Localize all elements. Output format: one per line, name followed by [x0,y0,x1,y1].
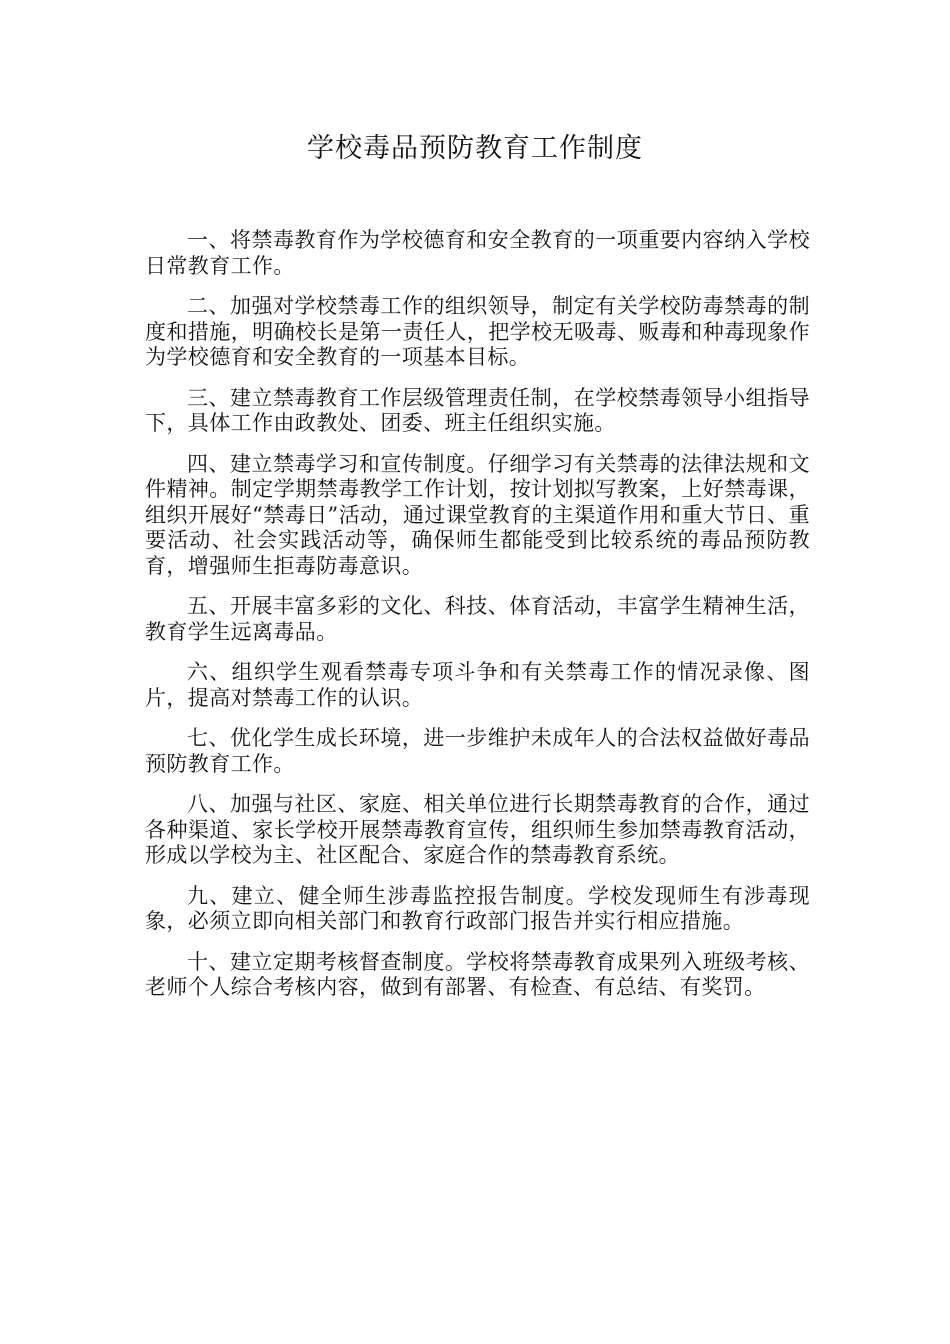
document-body [145,228,810,1016]
paragraph-5: 五、开展丰富多彩的文化、科技、体育活动，丰富学生精神生活，教育学生远离毒品。 [145,594,810,644]
paragraph-10: 十、建立定期考核督查制度。学校将禁毒教育成果列入班级考核、老师个人综合考核内容，做到有部署、有检查、有总结、有奖罚。 [145,949,810,999]
paragraph-6: 六、组织学生观看禁毒专项斗争和有关禁毒工作的情况录像、图片，提高对禁毒工作的认识。 [145,660,810,710]
paragraph-2: 二、加强对学校禁毒工作的组织领导，制定有关学校防毒禁毒的制度和措施，明确校长是第一责任人，把学校无吸毒、贩毒和种毒现象作为学校德育和安全教育的一项基本目标。 [145,294,810,369]
paragraph-4: 四、建立禁毒学习和宣传制度。仔细学习有关禁毒的法律法规和文件精神。制定学期禁毒教学工作计划，按计划拟写教案，上好禁毒课，组织开展好“禁毒日”活动，通过课堂教育的主渠道作用和重大节日、重要活动、社会实践活动等，确保师生都能受到比较系统的毒品预防教育，增强师生拒毒防毒意识。 [145,451,810,578]
document-title: 学校毒品预防教育工作制度 [307,133,643,164]
paragraph-8: 八、加强与社区、家庭、相关单位进行长期禁毒教育的合作，通过各种渠道、家长学校开展禁毒教育宣传，组织师生参加禁毒教育活动，形成以学校为主、社区配合、家庭合作的禁毒教育系统。 [145,792,810,867]
paragraph-1: 一、将禁毒教育作为学校德育和安全教育的一项重要内容纳入学校日常教育工作。 [145,228,810,278]
paragraph-3: 三、建立禁毒教育工作层级管理责任制，在学校禁毒领导小组指导下，具体工作由政教处、团委、班主任组织实施。 [145,385,810,435]
paragraph-9: 九、建立、健全师生涉毒监控报告制度。学校发现师生有涉毒现象，必须立即向相关部门和教育行政部门报告并实行相应措施。 [145,883,810,933]
paragraph-7: 七、优化学生成长环境，进一步维护未成年人的合法权益做好毒品预防教育工作。 [145,726,810,776]
